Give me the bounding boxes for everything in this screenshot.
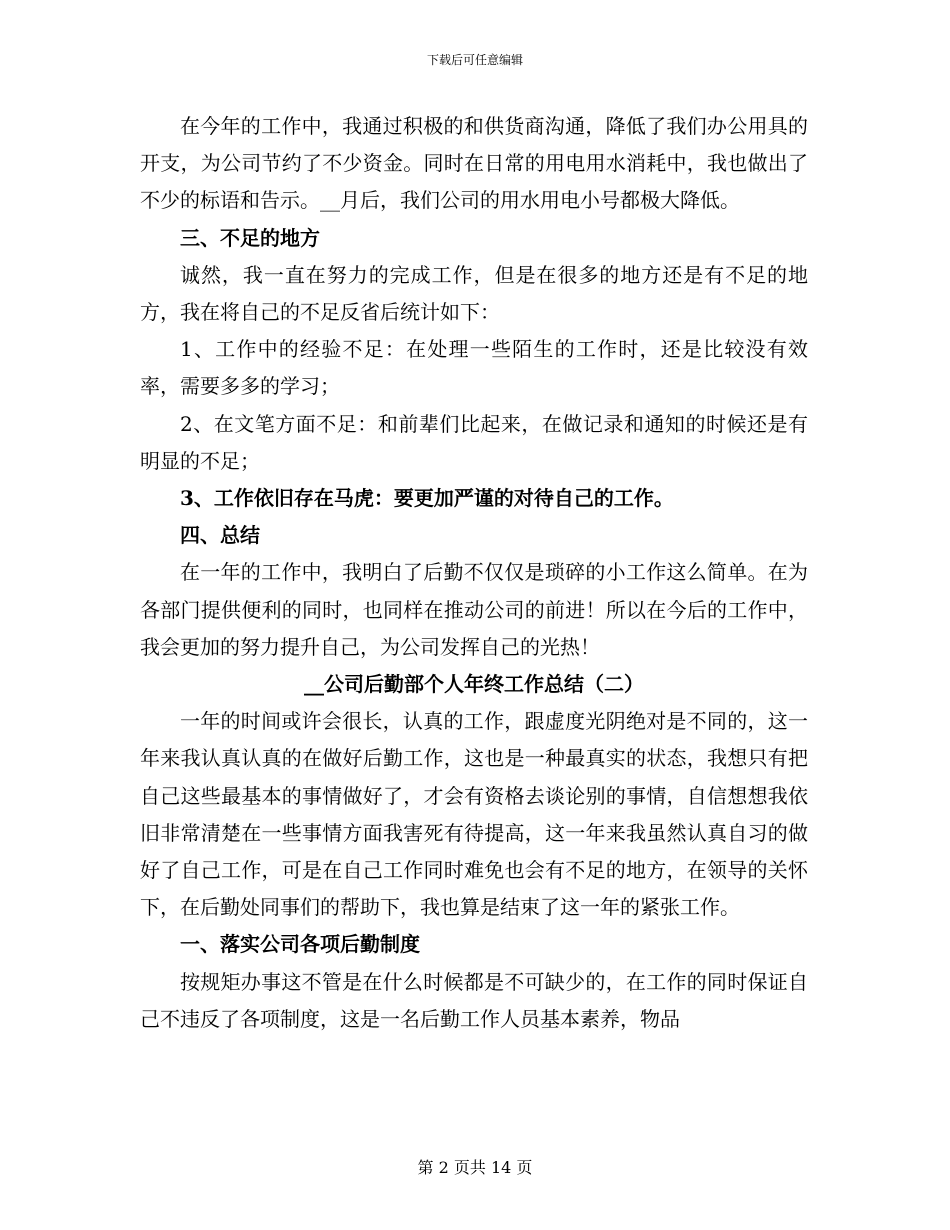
document-title-part-two: __公司后勤部个人年终工作总结（二） xyxy=(304,672,644,697)
section-heading-implement-rules: 一、落实公司各项后勤制度 xyxy=(180,932,420,957)
list-item-writing: 2、在文笔方面不足：和前辈们比起来，在做记录和通知的时候还是有明显的不足； xyxy=(140,411,808,473)
paragraph-rules: 按规矩办事这不管是在什么时候都是不可缺少的，在工作的同时保证自己不违反了各项制度，这是一名后勤工作人员基本素养，物品 xyxy=(140,969,808,1031)
section-heading-summary: 四、总结 xyxy=(180,523,260,548)
paragraph-office-supplies: 在今年的工作中，我通过积极的和供货商沟通，降低了我们办公用具的开支，为公司节约了不少资金。同时在日常的用电用水消耗中，我也做出了不少的标语和告示。__月后，我们公司的用水用电小号都极大降低。 xyxy=(140,114,808,213)
paragraph-summary: 在一年的工作中，我明白了后勤不仅仅是琐碎的小工作这么简单。在为各部门提供便利的同时，也同样在推动公司的前进！所以在今后的工作中，我会更加的努力提升自己，为公司发挥自己的光热！ xyxy=(140,560,808,659)
section-heading-shortcomings: 三、不足的地方 xyxy=(180,225,320,250)
page-header: 下载后可任意编辑 xyxy=(426,53,523,67)
document-body xyxy=(140,108,808,1038)
page-footer: 第 2 页共 14 页 xyxy=(417,1158,533,1177)
paragraph-year-intro: 一年的时间或许会很长，认真的工作，跟虚度光阴绝对是不同的，这一年来我认真认真的在做好后勤工作，这也是一种最真实的状态，我想只有把自己这些最基本的事情做好了，才会有资格去谈论别的事情，自信想想我依旧非常清楚在一些事情方面我害死有待提高，这一年来我虽然认真自习的做好了自己工作，可是在自己工作同时难免也会有不足的地方，在领导的关怀下，在后勤处同事们的帮助下，我也算是结束了这一年的紧张工作。 xyxy=(140,709,808,920)
list-item-carelessness: 3、工作依旧存在马虎：要更加严谨的对待自己的工作。 xyxy=(180,486,674,511)
list-item-experience: 1、工作中的经验不足：在处理一些陌生的工作时，还是比较没有效率，需要多多的学习； xyxy=(140,337,808,399)
paragraph-shortcomings-intro: 诚然，我一直在努力的完成工作，但是在很多的地方还是有不足的地方，我在将自己的不足反省后统计如下： xyxy=(140,262,808,325)
